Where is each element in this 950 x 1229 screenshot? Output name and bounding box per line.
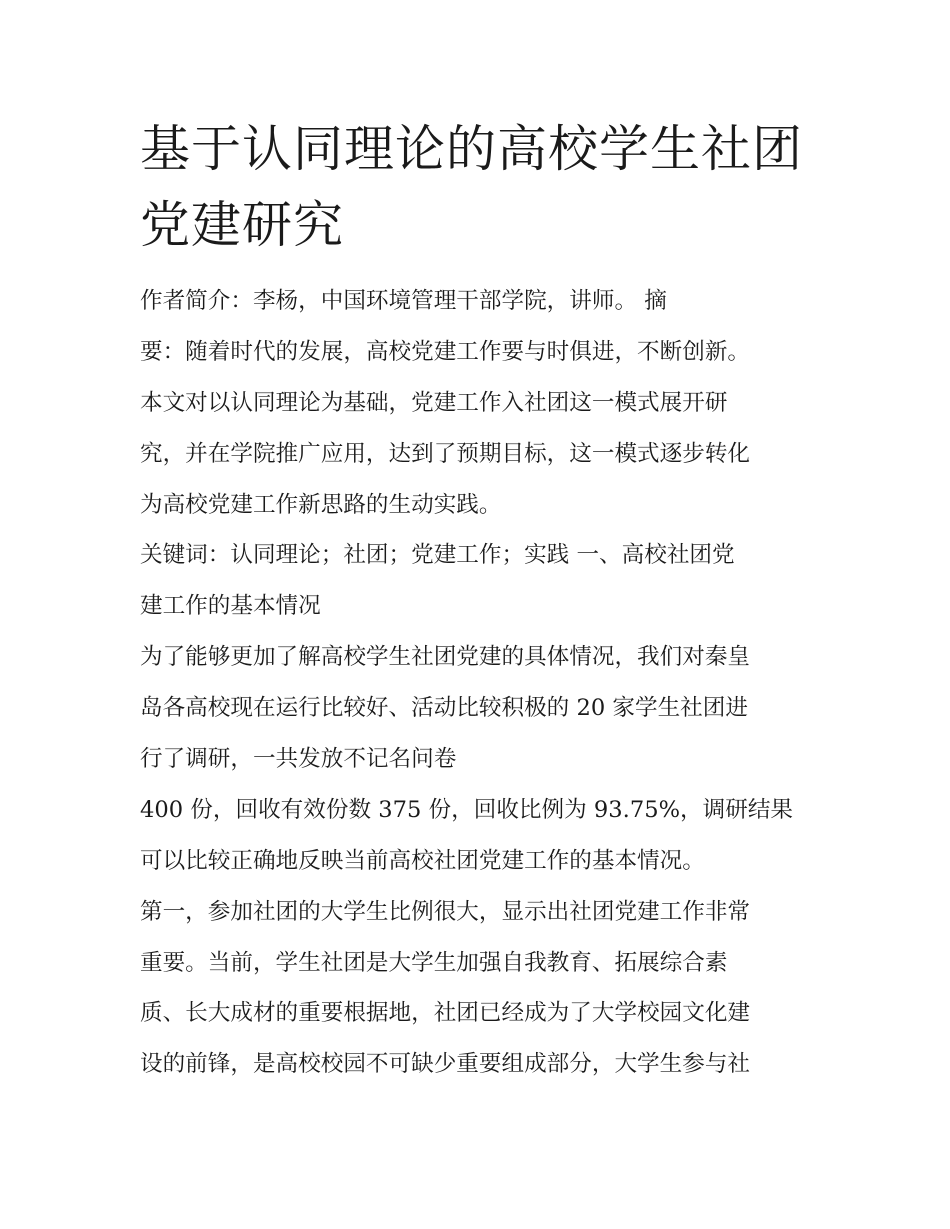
paragraph-line: 400 份，回收有效份数 375 份，回收比例为 93.75%，调研结果 [140,796,794,823]
author-intro-line: 作者简介：李杨，中国环境管理干部学院，讲师。 摘 [140,288,667,314]
paragraph-line: 设的前锋，是高校校园不可缺少重要组成部分，大学生参与社 [140,1051,751,1078]
title-line: 基于认同理论的高校学生社团 [140,120,803,178]
abstract-line: 为高校党建工作新思路的生动实践。 [140,491,502,518]
paragraph-line: 质、长大成材的重要根据地，社团已经成为了大学校园文化建 [140,1000,751,1027]
abstract-line: 本文对以认同理论为基础，党建工作入社团这一模式展开研 [140,389,728,416]
paragraph-line: 第一，参加社团的大学生比例很大，显示出社团党建工作非常 [140,898,751,925]
paragraph-line: 重要。当前，学生社团是大学生加强自我教育、拓展综合素 [140,949,728,976]
paragraph-line: 可以比较正确地反映当前高校社团党建工作的基本情况。 [140,847,705,874]
paragraph-line: 为了能够更加了解高校学生社团党建的具体情况，我们对秦皇 [140,644,751,671]
paragraph-line: 岛各高校现在运行比较好、活动比较积极的 20 家学生社团进 [140,695,748,722]
abstract-line: 要：随着时代的发展，高校党建工作要与时俱进，不断创新。 [140,338,751,365]
title-line: 党建研究 [140,196,344,254]
document-body [140,276,830,1090]
document-title [140,111,840,263]
paragraph-line: 行了调研，一共发放不记名问卷 [140,746,457,773]
section-heading-line: 建工作的基本情况 [140,593,321,620]
keywords-line: 关键词：认同理论；社团；党建工作；实践 一、高校社团党 [140,542,735,569]
abstract-line: 究，并在学院推广应用，达到了预期目标，这一模式逐步转化 [140,440,751,467]
